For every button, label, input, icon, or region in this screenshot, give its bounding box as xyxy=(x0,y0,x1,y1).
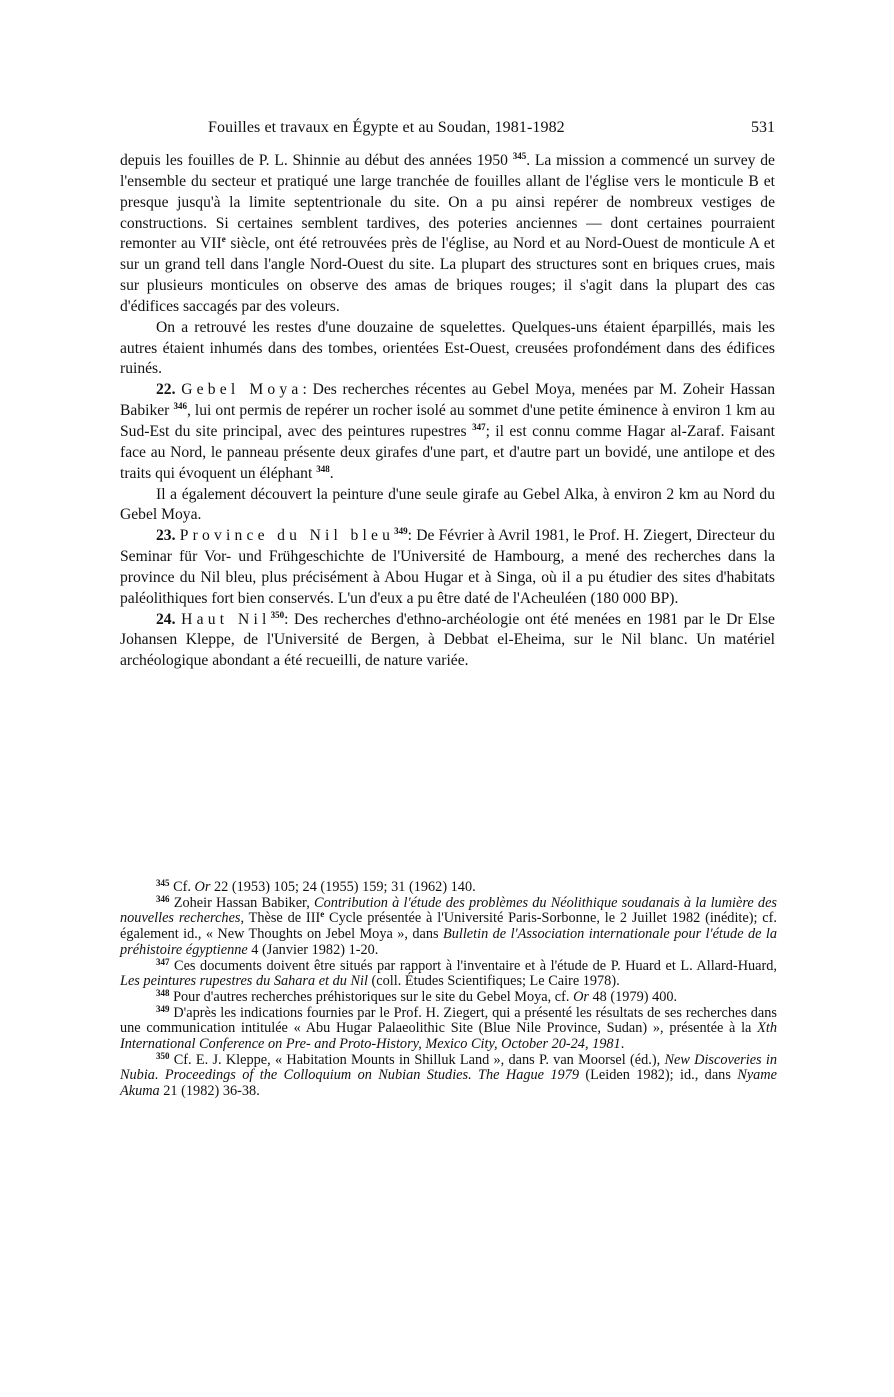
section-23-text: : De Février à Avril 1981, le Prof. H. Ziegert, Directeur du Seminar für Vor- und Frühgeschichte de l'Université de Hambourg, a mené des recherches dans la province du Nil bleu, plus précisément à Abou Hugar et à Singa, où il a pu étudier des sites d'habitats paléolithiques fort bien conservés. L'un d'eux a pu être daté de l'Acheuléen (180 000 BP). xyxy=(120,527,775,607)
footnote-text: D'après les indications fournies par le Prof. H. Ziegert, qui a présenté les résultats de ses recherches dans une communication intitulée « Abu Hugar Palaeolithic Site (Blue Nile Province, Sudan) », présentée à la xyxy=(120,1004,777,1037)
century-superscript: e xyxy=(221,234,226,245)
footnote-ref-345: 345 xyxy=(512,151,527,161)
footnote-text: 21 (1982) 36-38. xyxy=(159,1083,260,1100)
section-number: 23. xyxy=(156,527,176,545)
section-22 xyxy=(120,380,775,484)
paragraph-1 xyxy=(120,151,775,318)
footnote-ref-346: 346 xyxy=(173,401,187,412)
footnote-text: Cf. E. J. Kleppe, « Habitation Mounts in Shilluk Land », dans P. van Moorsel (éd.), xyxy=(169,1051,665,1068)
footnote-italic: Or xyxy=(194,879,211,895)
footnote-number: 348 xyxy=(156,987,170,998)
footnote-text: , Thèse de III xyxy=(240,910,321,927)
paragraph-2: On a retrouvé les restes d'une douzaine de squelettes. Quelques-uns étaient éparpillés, mais les autres étaient inhumés dans des tombes, orientées Est-Ouest, creusées profondément dans des édifices ruinés. xyxy=(120,318,775,378)
section-22-text-a: : Des recherches récentes au Gebel Moya, menées par M. Zoheir Hassan Babiker xyxy=(120,381,775,420)
paragraph-1-text-c: siècle, ont été retrouvées près de l'église, au Nord et au Nord-Ouest de monticule A et sur un grand tell dans l'angle Nord-Ouest du site. La plupart des structures sont en briques crues, mais sur plusieurs monticules on observe des amas de briques rouges; il s'agit dans la plupart des cas d'édifices saccagés par des voleurs. xyxy=(120,235,775,315)
footnote-italic: Contribution à l'étude des problèmes du Néolithique soudanais à la lumière des nouvelles recherches xyxy=(120,894,777,927)
paragraph-4: Il a également découvert la peinture d'une seule girafe au Gebel Alka, à environ 2 km au Nord du Gebel Moya. xyxy=(120,485,775,524)
footnote-italic: Nyame Akuma xyxy=(120,1067,777,1100)
footnote-number: 347 xyxy=(156,956,170,967)
footnote-text: Zoheir Hassan Babiker, xyxy=(169,894,315,911)
section-number: 24. xyxy=(156,610,176,628)
century-superscript: e xyxy=(320,909,325,920)
footnote-ref-348: 348 xyxy=(316,463,330,474)
footnote-text: Ces documents doivent être situés par rapport à l'inventaire et à l'étude de P. Huard et L. Allard-Huard, xyxy=(169,957,777,974)
section-22-text-c: ; il est connu comme Hagar al-Zaraf. Faisant face au Nord, le panneau présente deux girafes d'une part, et d'autre part un bovidé, une antilope et des traits qui évoquent un éléphant xyxy=(120,422,776,482)
section-22-text-d: . xyxy=(329,464,334,482)
footnote-text: 48 (1979) 400. xyxy=(588,988,678,1005)
section-24 xyxy=(120,610,775,673)
footnote-345 xyxy=(120,880,777,896)
footnote-ref-350: 350 xyxy=(270,609,285,620)
footnote-italic: Bulletin de l'Association internationale pour l'étude de la préhistoire égyptienne xyxy=(120,926,777,958)
footnote-347 xyxy=(120,956,777,990)
footnote-italic: Les peintures rupestres du Sahara et du Nil xyxy=(120,973,368,990)
footnote-text: . xyxy=(620,1036,625,1053)
footnote-text: 22 (1953) 105; 24 (1955) 159; 31 (1962) 140. xyxy=(210,879,476,895)
footnote-346 xyxy=(120,893,777,959)
running-title: Fouilles et travaux en Égypte et au Soudan, 1981-1982 xyxy=(208,119,565,136)
footnote-text: (Leiden 1982); id., dans xyxy=(579,1067,738,1084)
section-22-text-b: , lui ont permis de repérer un rocher isolé au sommet d'une petite éminence à environ 1 km au Sud-Est du site principal, avec des peintures rupestres xyxy=(120,402,775,440)
footnote-number: 346 xyxy=(156,893,170,904)
footnote-number: 350 xyxy=(156,1050,170,1061)
section-number: 22. xyxy=(156,381,176,399)
footnote-text: Cycle présentée à l'Université Paris-Sorbonne, le 2 Juillet 1982 (inédite); cf. également id., « New Thoughts on Jebel Moya », dans xyxy=(120,910,777,943)
footnote-ref-347: 347 xyxy=(472,421,486,432)
body-text xyxy=(120,151,775,672)
paragraph-1-text-a: depuis les fouilles de P. L. Shinnie au début des années 1950 xyxy=(120,152,508,169)
footnote-italic: Xth International Conference on Pre- and Proto-History, Mexico City, October 20-24, 1981 xyxy=(120,1020,777,1053)
section-heading: Province du Nil bleu xyxy=(179,527,395,545)
footnote-350 xyxy=(120,1050,777,1100)
footnote-348 xyxy=(120,987,777,1006)
section-heading: Haut Nil xyxy=(181,610,271,628)
footnote-text: (coll. Études Scientifiques; Le Caire 1978). xyxy=(367,973,620,990)
footnote-number: 349 xyxy=(156,1003,170,1014)
section-23 xyxy=(120,526,775,609)
footnote-text: Pour d'autres recherches préhistoriques sur le site du Gebel Moya, cf. xyxy=(169,988,574,1005)
footnote-text: Cf. xyxy=(169,879,195,895)
footnote-italic: Or xyxy=(573,988,589,1005)
footnote-number: 345 xyxy=(156,878,170,888)
section-heading: Gebel Moya xyxy=(181,381,303,399)
footnotes xyxy=(120,880,777,1100)
running-head xyxy=(120,117,775,139)
footnote-ref-349: 349 xyxy=(394,526,408,537)
footnote-text: 4 (Janvier 1982) 1-20. xyxy=(247,941,379,958)
footnote-italic: New Discoveries in Nubia. Proceedings of the Colloquium on Nubian Studies. The Hague 1979 xyxy=(120,1051,777,1084)
footnote-349 xyxy=(120,1003,777,1053)
section-24-text: : Des recherches d'ethno-archéologie ont été menées en 1981 par le Dr Else Johansen Kleppe, de l'Université de Bergen, à Debbat el-Eheima, sur le Nil blanc. Un matériel archéologique abondant a été recueilli, de nature variée. xyxy=(120,610,775,670)
paragraph-1-text-b: . La mission a commencé un survey de l'ensemble du secteur et pratiqué une large tranchée de fouilles allant de l'église vers le monticule B et presque jusqu'à la limite septentrionale du site. On a pu ainsi repérer de nombreux vestiges de constructions. Si certaines semblent tardives, des poteries anciennes — dont certaines pourraient remonter au VII xyxy=(120,152,775,253)
page-number: 531 xyxy=(751,119,775,136)
